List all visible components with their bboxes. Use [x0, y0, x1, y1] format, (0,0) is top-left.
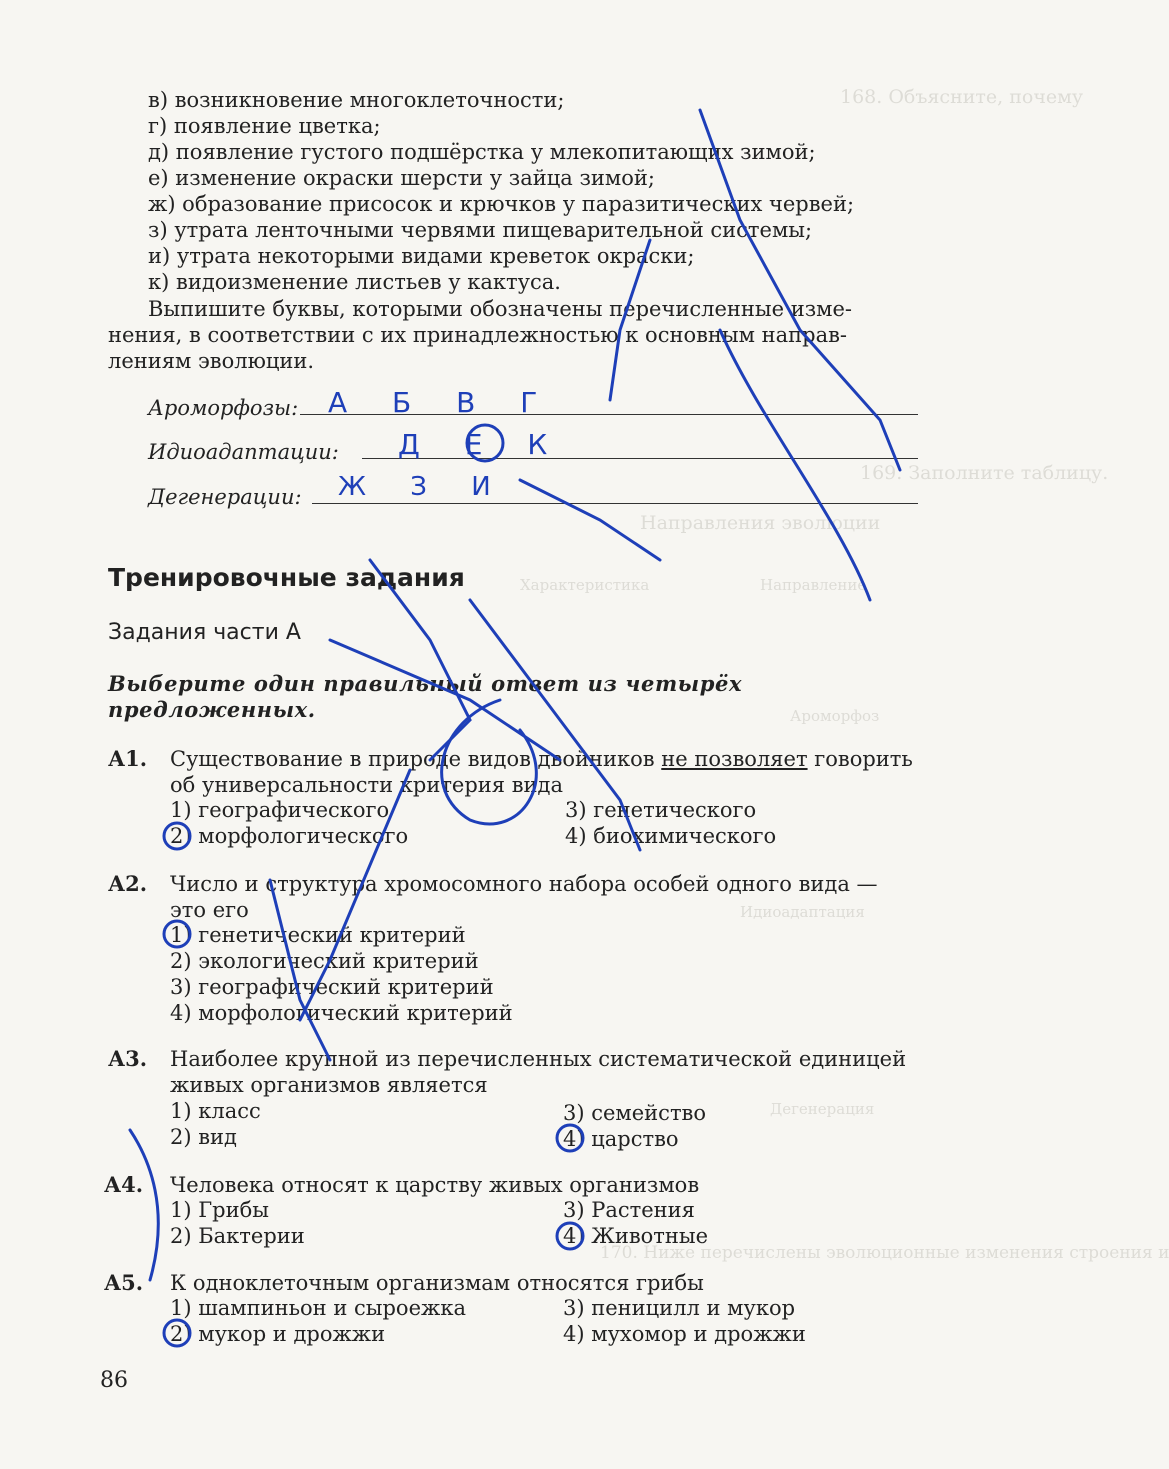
question-number: А2. — [108, 871, 148, 896]
question-text: Человека относят к царству живых организмов — [170, 1173, 700, 1197]
question-number: А1. — [108, 746, 148, 771]
scribble-stroke — [130, 1130, 158, 1280]
bleed-q169: 169. Заполните таблицу. — [860, 462, 1109, 484]
answer-option[interactable]: 4) царство — [563, 1127, 679, 1151]
list-item: г) появление цветка; — [148, 114, 381, 138]
question-text: Число и структура хромосомного набора особей одного вида — это его — [170, 872, 878, 922]
answer-option[interactable]: 1) Грибы — [170, 1198, 269, 1222]
answer-option[interactable]: 1) шампиньон и сыроежка — [170, 1296, 466, 1320]
answer-option[interactable]: 4) морфологический критерий — [170, 1001, 513, 1025]
question-text — [170, 746, 920, 798]
list-item: к) видоизменение листьев у кактуса. — [148, 270, 561, 294]
bleed-row-aromorphosis: Ароморфоз — [790, 707, 880, 725]
list-item: и) утрата некоторыми видами креветок окраски; — [148, 244, 695, 268]
list-item: е) изменение окраски шерсти у зайца зимой; — [148, 166, 655, 190]
scribble-stroke — [720, 330, 870, 600]
answer-option[interactable]: 2) мукор и дрожжи — [170, 1322, 386, 1346]
task-instruction-line: лениям эволюции. — [108, 349, 315, 373]
task-instruction-line: нения, в соответствии с их принадлежностью к основным направ- — [108, 323, 848, 347]
scribble-stroke — [520, 480, 660, 560]
bleed-row-degeneration: Дегенерация — [770, 1100, 875, 1118]
answer-option[interactable]: 3) генетического — [565, 798, 757, 822]
list-item: в) возникновение многоклеточности; — [148, 88, 565, 112]
bleed-col-characteristic: Характеристика — [520, 576, 650, 594]
list-item: д) появление густого подшёрстка у млекопитающих зимой; — [148, 140, 816, 164]
answer-option[interactable]: 1) географического — [170, 798, 390, 822]
question-text-underlined: не позволяет — [661, 747, 808, 771]
question-number: А4. — [104, 1172, 144, 1197]
aromorphoses-label: Ароморфозы: — [148, 396, 299, 420]
list-item: з) утрата ленточными червями пищеварительной системы; — [148, 218, 813, 242]
list-item: ж) образование присосок и крючков у паразитических червей; — [148, 192, 855, 216]
question-text-part: говорить об универсальности критерия вида — [170, 747, 913, 797]
subsection-title: Задания части А — [108, 620, 301, 645]
page-number: 86 — [100, 1368, 128, 1393]
degenerations-answer-line[interactable] — [312, 503, 918, 504]
answer-option[interactable]: 4) Животные — [563, 1224, 709, 1248]
answer-option[interactable]: 3) географический критерий — [170, 975, 494, 999]
answer-option[interactable]: 2) морфологического — [170, 824, 409, 848]
degenerations-label: Дегенерации: — [148, 485, 302, 509]
answer-option[interactable]: 3) Растения — [563, 1198, 695, 1222]
bleed-table-caption: Направления эволюции — [640, 512, 881, 534]
task-instruction-line: Выпишите буквы, которыми обозначены перечисленные изме- — [148, 297, 853, 321]
answer-option[interactable]: 1) класс — [170, 1099, 261, 1123]
bleed-q168: 168. Объясните, почему — [840, 86, 1084, 108]
question-text: К одноклеточным организмам относятся грибы — [170, 1271, 704, 1295]
idioadaptations-label: Идиоадаптации: — [148, 440, 339, 464]
question-text: Наиболее крупной из перечисленных систематической единицей живых организмов является — [170, 1047, 907, 1097]
answer-option[interactable]: 3) семейство — [563, 1101, 707, 1125]
bleed-q170: 170. Ниже перечислены эволюционные изменения строения и — [600, 1243, 1169, 1263]
answer-option[interactable]: 2) экологический критерий — [170, 949, 479, 973]
degenerations-handwritten: Ж З И — [338, 472, 509, 502]
answer-option[interactable]: 2) вид — [170, 1125, 237, 1149]
question-text-part: Существование в природе видов двойников — [170, 747, 662, 771]
idioadaptations-handwritten: Д Е К — [398, 428, 566, 461]
question-number: А3. — [108, 1046, 148, 1071]
bleed-row-idioadaptation: Идиоадаптация — [740, 903, 865, 921]
answer-option[interactable]: 2) Бактерии — [170, 1224, 305, 1248]
aromorphoses-handwritten: А Б В Г — [328, 386, 556, 419]
answer-option[interactable]: 4) мухомор и дрожжи — [563, 1322, 806, 1346]
choose-instruction: Выберите один правильный ответ из четырёх предложенных. — [108, 671, 743, 722]
answer-option[interactable]: 1) генетический критерий — [170, 923, 466, 947]
answer-option[interactable]: 4) биохимического — [565, 824, 777, 848]
answer-option[interactable]: 3) пеницилл и мукор — [563, 1296, 796, 1320]
question-number: А5. — [104, 1270, 144, 1295]
bleed-col-direction: Направление — [760, 576, 867, 594]
section-title: Тренировочные задания — [108, 563, 465, 592]
